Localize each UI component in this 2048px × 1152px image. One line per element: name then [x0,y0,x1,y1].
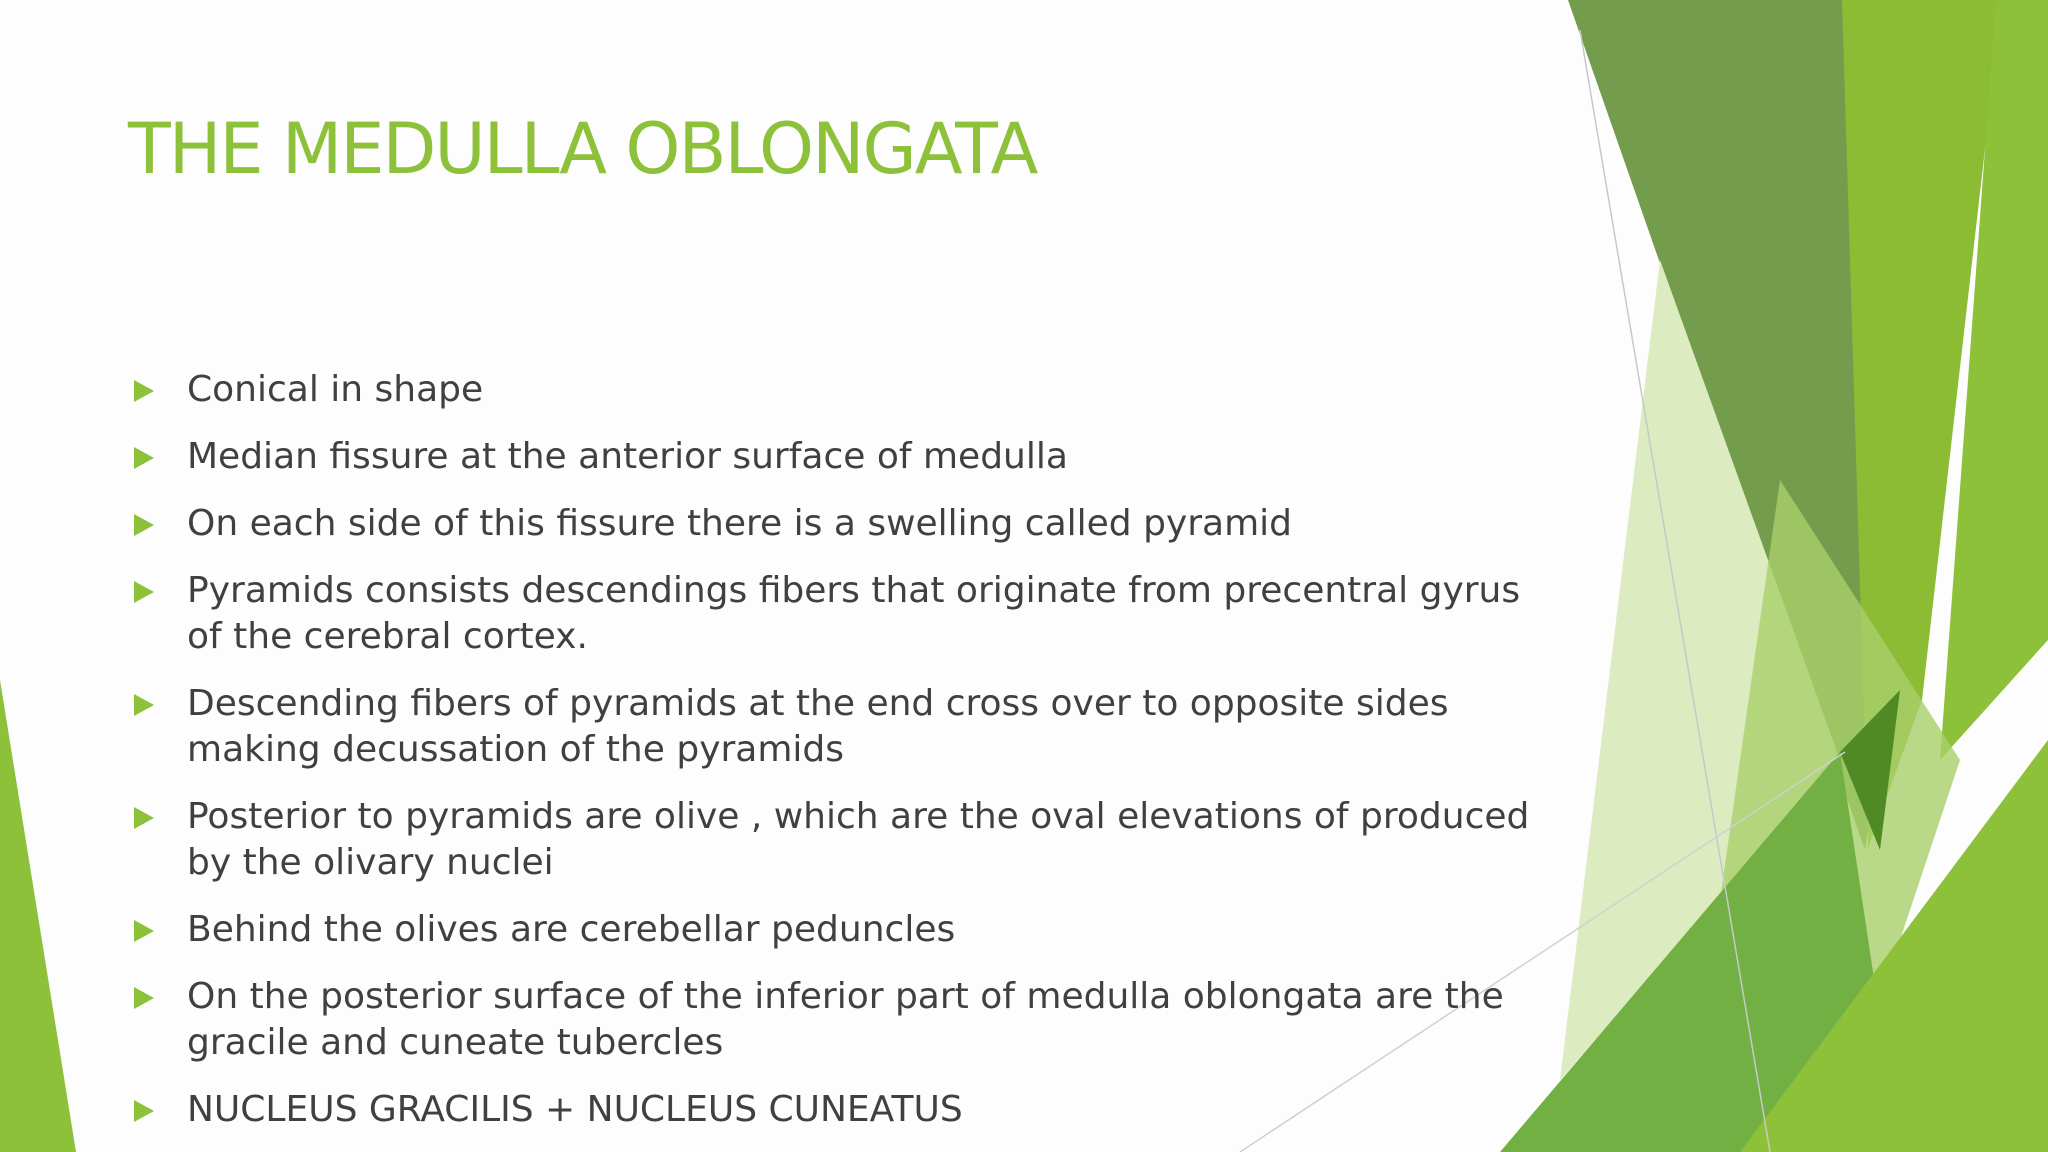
triangle-right-icon [134,920,154,942]
bullet-text: On the posterior surface of the inferior part of medulla oblongata are the gracile and cuneate tubercles [187,976,1504,1063]
slide-title: THE MEDULLA OBLONGATA [128,108,1037,190]
bullet-item [128,794,1558,886]
triangle-right-icon [134,380,154,402]
bullet-item [128,974,1558,1066]
bullet-item [128,434,1558,480]
triangle-right-icon [134,694,154,716]
bullet-item [128,501,1558,547]
bullet-item [128,907,1558,953]
bullet-text: Pyramids consists descendings fibers that originate from precentral gyrus of the cerebral cortex. [187,570,1521,657]
triangle-right-icon [134,1100,154,1122]
bullet-text: Conical in shape [187,369,484,410]
bullet-text: On each side of this fissure there is a swelling called pyramid [187,503,1293,544]
triangle-right-icon [134,514,154,536]
triangle-right-icon [134,447,154,469]
triangle-right-icon [134,581,154,603]
bullet-item [128,367,1558,413]
bullet-item [128,1087,1558,1133]
triangle-right-icon [134,987,154,1009]
bullet-text: Median fissure at the anterior surface of medulla [187,436,1068,477]
left-green-sliver [0,680,76,1152]
bullet-list [128,367,1558,1152]
bullet-text: Posterior to pyramids are olive , which are the oval elevations of produced by the olivary nuclei [187,796,1530,883]
bullet-text: Descending fibers of pyramids at the end cross over to opposite sides making decussation of the pyramids [187,683,1449,770]
bullet-item [128,568,1558,660]
bullet-text: Behind the olives are cerebellar peduncles [187,909,956,950]
triangle-right-icon [134,807,154,829]
bullet-text: NUCLEUS GRACILIS + NUCLEUS CUNEATUS [187,1089,963,1130]
bullet-item [128,681,1558,773]
